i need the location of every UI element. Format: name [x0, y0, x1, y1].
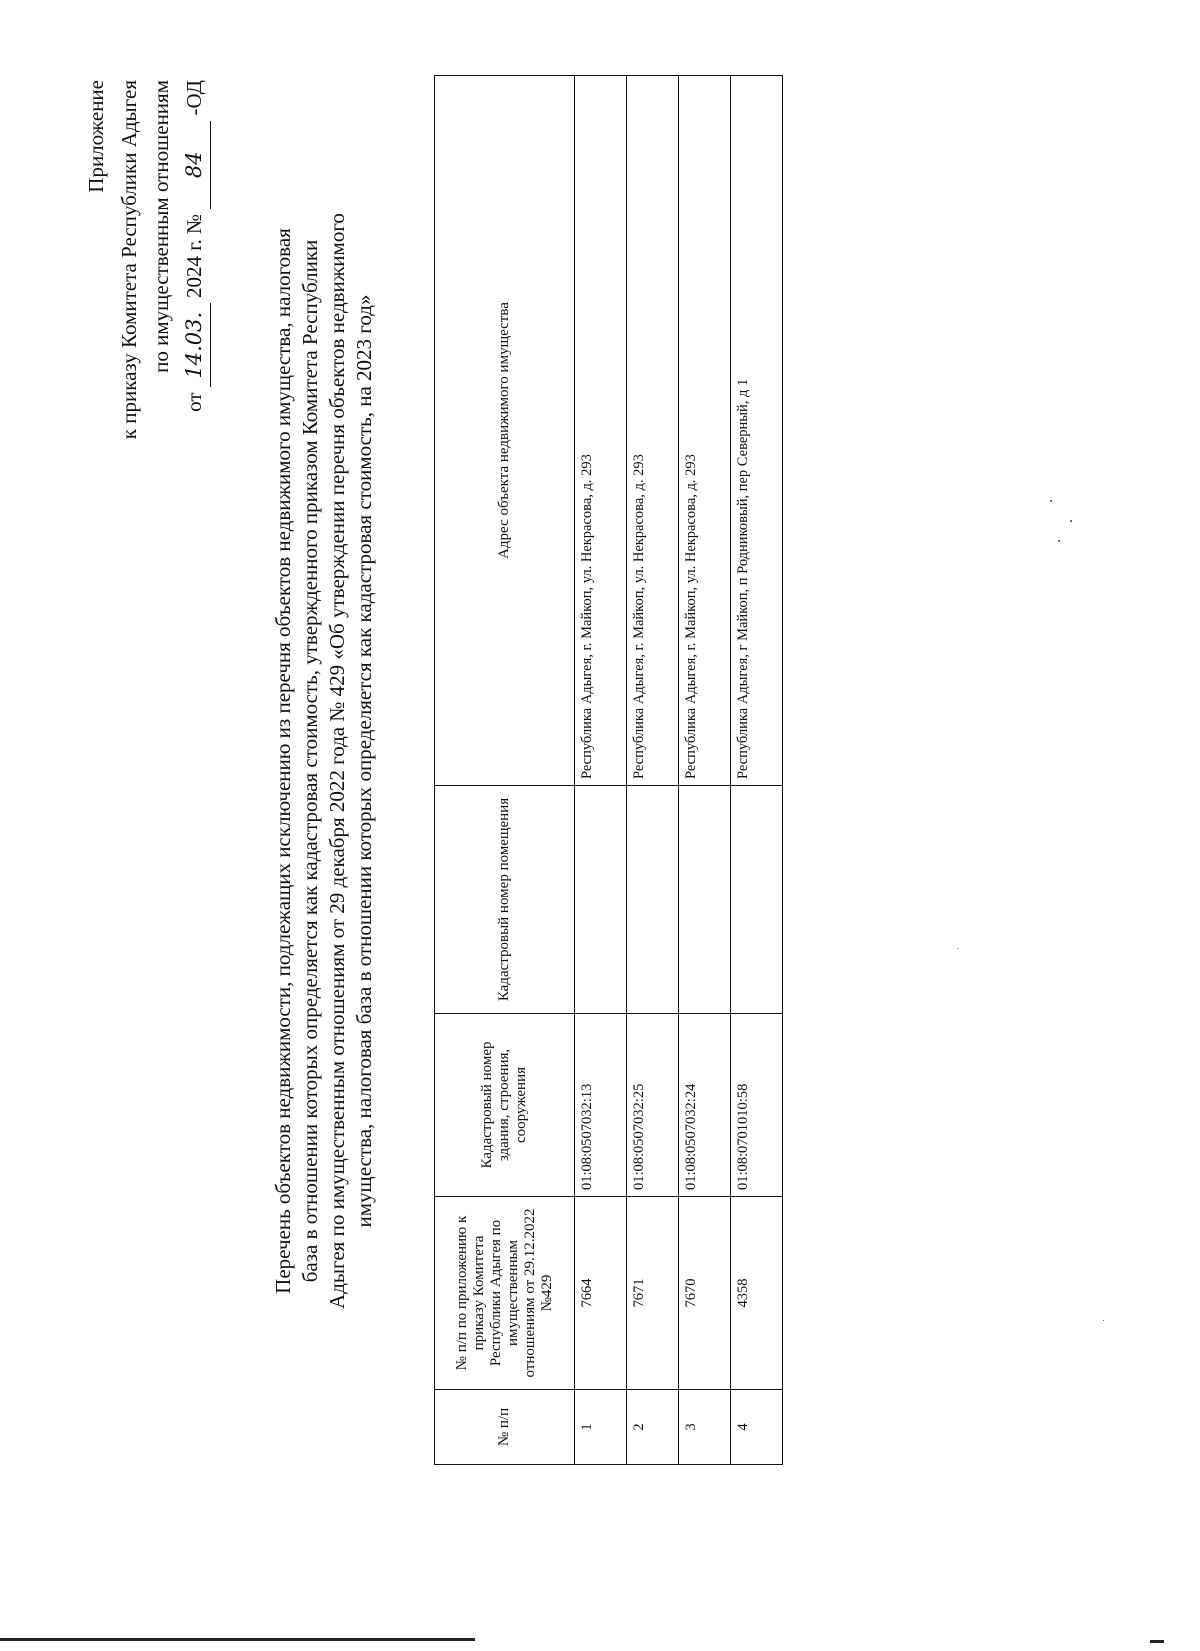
- table-row: [679, 76, 731, 1465]
- row-idx: 4: [731, 1390, 783, 1465]
- appendix-label: Приложение: [84, 80, 108, 193]
- title-line: база в отношении которых определяется как кадастровая стоимость, утвержденного приказом Комитета Республики: [298, 239, 322, 1283]
- appendix-from: от: [181, 392, 206, 412]
- handwritten-number: 84: [178, 121, 212, 209]
- appendix-year: 2024 г. №: [181, 213, 206, 298]
- header-address: Адрес объекта недвижимого имущества: [435, 76, 575, 786]
- document-title: [270, 91, 378, 1431]
- row-source-number: 7670: [679, 1197, 731, 1390]
- appendix-header: [80, 80, 211, 439]
- row-building-cadastral: 01:08:0507032:25: [627, 1014, 679, 1197]
- objects-table: [434, 75, 783, 1465]
- header-source-number: № п/п по приложению к приказу Комитета Республики Адыгея по имущественным отношениям от 29.12.2022 №429: [435, 1197, 575, 1390]
- appendix-committee: по имущественным отношениям: [149, 80, 174, 373]
- row-source-number: 4358: [731, 1197, 783, 1390]
- row-address: Республика Адыгея, г. Майкоп, ул. Некрасова, д. 293: [679, 76, 731, 786]
- handwritten-date: 14.03.: [178, 303, 212, 387]
- title-line: имущества, налоговая база в отношении которых определяется как кадастровая стоимость, на 2023 год»: [352, 294, 376, 1228]
- row-address: Республика Адыгея, г. Майкоп, ул. Некрасова, д. 293: [575, 76, 627, 786]
- row-room-cadastral: [731, 786, 783, 1014]
- row-address: Республика Адыгея, г Майкоп, п Родниковый, пер Северный, д 1: [731, 76, 783, 786]
- row-building-cadastral: 01:08:0701010:58: [731, 1014, 783, 1197]
- table-row: [627, 76, 679, 1465]
- appendix-suffix: -ОД: [181, 80, 206, 116]
- row-room-cadastral: [627, 786, 679, 1014]
- header-building-cadastral: Кадастровый номер здания, строения, сооружения: [435, 1014, 575, 1197]
- title-line: Перечень объектов недвижимости, подлежащих исключению из перечня объектов недвижимого имущества, налоговая: [271, 228, 295, 1294]
- header-idx: № п/п: [435, 1390, 575, 1465]
- row-address: Республика Адыгея, г. Майкоп, ул. Некрасова, д. 293: [627, 76, 679, 786]
- row-building-cadastral: 01:08:0507032:13: [575, 1014, 627, 1197]
- row-idx: 1: [575, 1390, 627, 1465]
- table-row: [731, 76, 783, 1465]
- row-source-number: 7664: [575, 1197, 627, 1390]
- row-source-number: 7671: [627, 1197, 679, 1390]
- row-room-cadastral: [679, 786, 731, 1014]
- row-idx: 2: [627, 1390, 679, 1465]
- table-header-row: [435, 76, 575, 1465]
- row-room-cadastral: [575, 786, 627, 1014]
- header-room-cadastral: Кадастровый номер помещения: [435, 786, 575, 1014]
- title-line: Адыгея по имущественным отношениям от 29 декабря 2022 года № 429 «Об утверждении перечня объектов недвижимого: [325, 213, 349, 1309]
- row-building-cadastral: 01:08:0507032:24: [679, 1014, 731, 1197]
- appendix-order-ref: к приказу Комитета Республики Адыгея: [116, 80, 141, 440]
- appendix-date-number: [178, 80, 212, 439]
- table-row: [575, 76, 627, 1465]
- row-idx: 3: [679, 1390, 731, 1465]
